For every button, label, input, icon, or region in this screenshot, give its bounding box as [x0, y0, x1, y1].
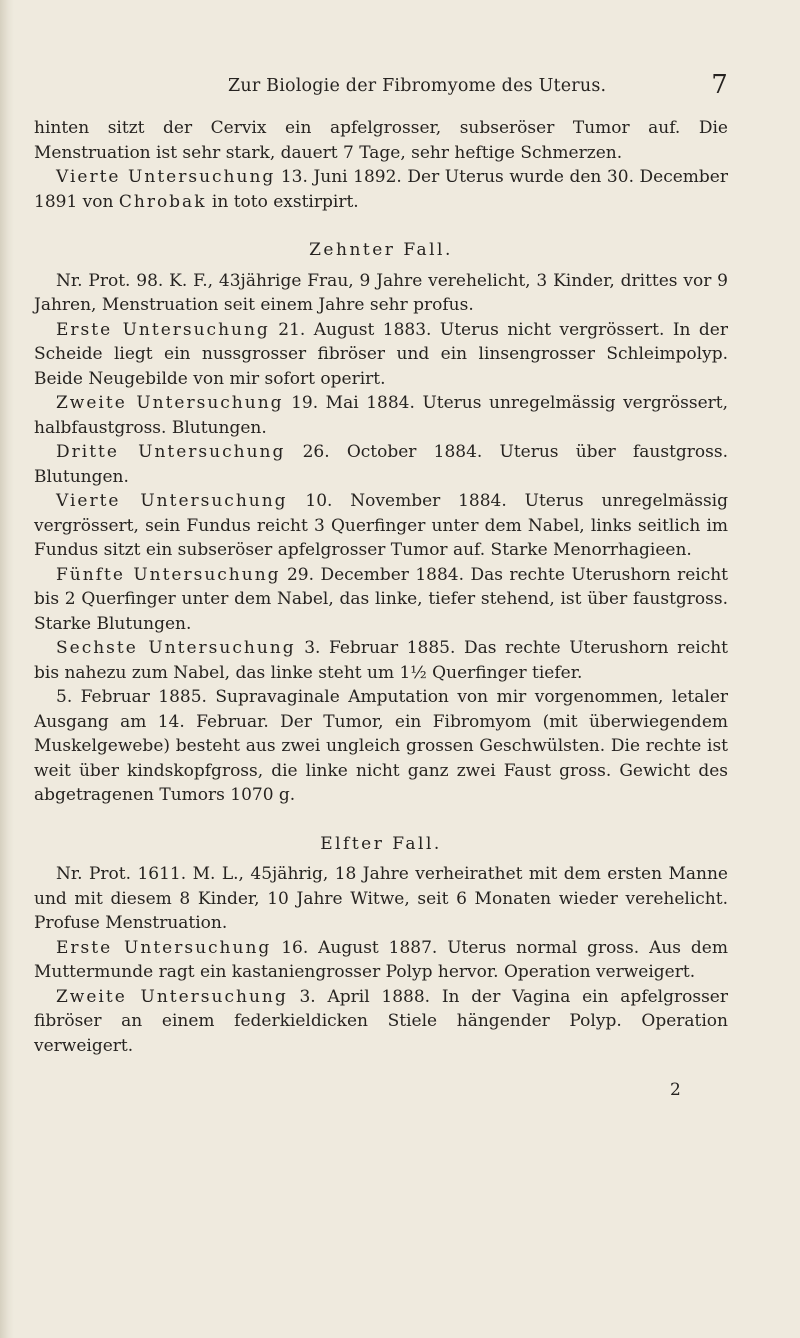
paragraph-text: 10. November 1884. Uterus unregelmässig vergrössert, sein Fundus reicht 3 Querfinger unter dem Nabel, links seitlich im Fundus sitzt ein subseröser apfelgrosser Tumor auf. Starke Menorrhagieen. — [34, 491, 728, 560]
paragraph-text: Nr. Prot. 1611. M. L., 45jährig, 18 Jahre verheirathet mit dem ersten Manne und mit diesem 8 Kinder, 10 Jahre Witwe, seit 6 Monaten wieder verehelicht. Profuse Menstruation. — [34, 864, 728, 933]
signature-mark: 2 — [670, 1080, 681, 1100]
exam-label: Vierte Untersuchung — [56, 167, 276, 187]
paragraph-text: 26. October 1884. Uterus über faustgross. Blutungen. — [34, 442, 728, 487]
paragraph-text: 21. August 1883. Uterus nicht vergrössert. In der Scheide liegt ein nussgrosser fibröser und ein linsengrosser Schleimpolyp. Beide Neugebilde von mir sofort operirt. — [34, 319, 728, 389]
paragraph — [34, 936, 728, 985]
body-text — [34, 116, 728, 1058]
paragraph — [34, 489, 728, 563]
paragraph-text: hinten sitzt der Cervix ein apfelgrosser, subseröser Tumor auf. Die Menstruation ist sehr stark, dauert 7 Tage, sehr heftige Schmerzen. — [34, 118, 728, 163]
paragraph-text: Nr. Prot. 98. K. F., 43jährige Frau, 9 Jahre verehelicht, 3 Kinder, drittes vor 9 Jahren, Menstruation seit einem Jahre sehr profus. — [34, 270, 728, 315]
paragraph-text: in toto exstirpirt. — [206, 191, 359, 212]
paragraph-text: 3. April 1888. In der Vagina ein apfelgrosser fibröser an einem federkieldicken Stiele hängender Polyp. Operation verweigert. — [34, 986, 728, 1056]
paragraph — [34, 563, 728, 637]
paragraph — [34, 862, 728, 936]
exam-label: Vierte Untersuchung — [56, 491, 288, 511]
paragraph-text: 16. August 1887. Uterus normal gross. Aus dem Muttermunde ragt ein kastaniengrosser Polyp hervor. Operation verweigert. — [34, 937, 728, 982]
exam-label: Erste Untersuchung — [56, 937, 272, 958]
paragraph — [34, 318, 728, 392]
paragraph-text: 19. Mai 1884. Uterus unregelmässig vergrössert, halbfaustgross. Blutungen. — [34, 393, 728, 438]
paragraph-text: 5. Februar 1885. Supravaginale Amputation von mir vorgenommen, letaler Ausgang am 14. Februar. Der Tumor, ein Fibromyom (mit überwiegendem Muskelgewebe) besteht aus zwei ungleich grossen Geschwülsten. Die rechte ist weit über kindskopfgross, die linke nicht ganz zwei Faust gross. Gewicht des abgetragenen Tumors 1070 g. — [34, 687, 728, 805]
exam-label: Zweite Untersuchung — [56, 393, 284, 413]
running-title: Zur Biologie der Fibromyome des Uterus. — [228, 76, 607, 96]
exam-label: Erste Untersuchung — [56, 319, 270, 340]
paragraph — [34, 685, 728, 808]
case-heading: Elfter Fall. — [320, 833, 442, 854]
exam-label: Dritte Untersuchung — [56, 442, 286, 462]
paragraph — [34, 165, 728, 214]
case-heading: Zehnter Fall. — [309, 240, 453, 260]
exam-label: Fünfte Untersuchung — [56, 564, 281, 585]
exam-label: Zweite Untersuchung — [56, 986, 288, 1007]
exam-label: Sechste Untersuchung — [56, 638, 296, 658]
paragraph — [34, 391, 728, 440]
paragraph-text: 29. December 1884. Das rechte Uterushorn reicht bis 2 Querfinger unter dem Nabel, das linke, tiefer stehend, ist über faustgross. Starke Blutungen. — [34, 564, 728, 634]
paragraph-text: 3. Februar 1885. Das rechte Uterushorn reicht bis nahezu zum Nabel, das linke steht um 1½ Querfinger tiefer. — [34, 638, 728, 683]
paragraph — [34, 116, 728, 165]
page-number: 7 — [711, 70, 728, 100]
paragraph — [34, 440, 728, 489]
paragraph-text: 13. Juni 1892. Der Uterus wurde den 30. December 1891 von — [34, 167, 728, 212]
paragraph — [34, 269, 728, 318]
surgeon-name: Chrobak — [118, 191, 207, 212]
paragraph — [34, 636, 728, 685]
paragraph — [34, 985, 728, 1059]
